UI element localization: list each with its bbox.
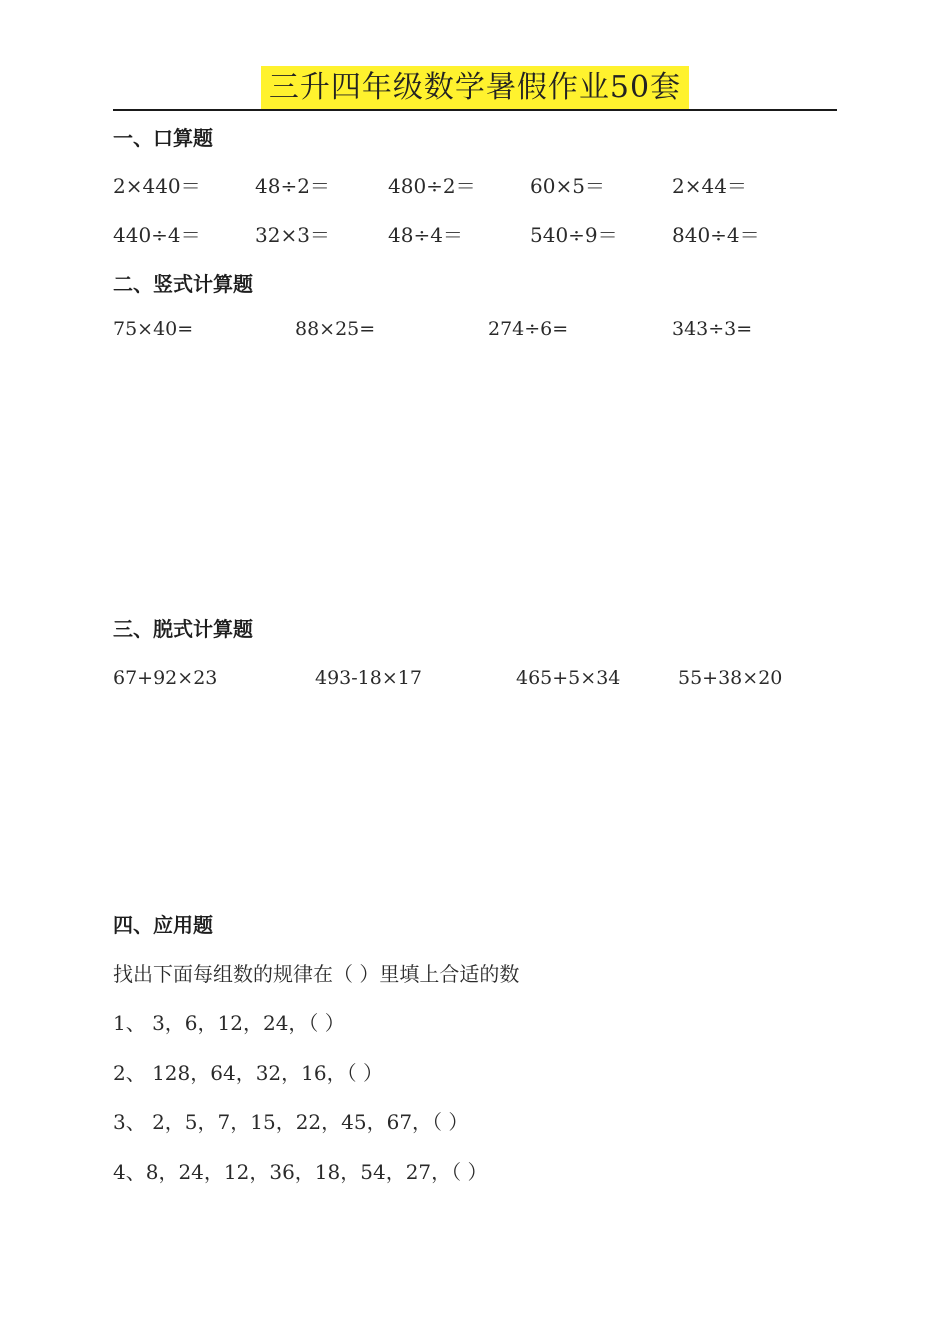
- oral-problem: 2×440＝: [113, 174, 201, 198]
- section-stepwise-heading: 三、脱式计算题: [113, 617, 253, 641]
- stepwise-problem: 55+38×20: [678, 667, 783, 689]
- section-applied-heading: 四、应用题: [113, 913, 213, 937]
- title-underline: [113, 109, 837, 111]
- oral-problem: 32×3＝: [255, 223, 330, 247]
- oral-problem: 480÷2＝: [388, 174, 476, 198]
- vertical-problem: 274÷6=: [488, 318, 569, 340]
- stepwise-problem: 67+92×23: [113, 667, 218, 689]
- sequence-problem: 2、 128，64，32，16，（ ）: [113, 1061, 383, 1085]
- page-title: 三升四年级数学暑假作业50套: [261, 66, 689, 110]
- title-banner: [0, 66, 950, 110]
- vertical-problem: 75×40=: [113, 318, 194, 340]
- vertical-problem: 88×25=: [295, 318, 376, 340]
- applied-instructions: 找出下面每组数的规律在（ ）里填上合适的数: [113, 962, 520, 986]
- sequence-problem: 4、8，24，12，36，18，54，27，（ ）: [113, 1160, 488, 1184]
- stepwise-problem: 493-18×17: [315, 667, 422, 689]
- section-vertical-heading: 二、竖式计算题: [113, 272, 253, 296]
- sequence-problem: 3、 2，5，7，15，22，45，67，（ ）: [113, 1110, 469, 1134]
- vertical-problem: 343÷3=: [672, 318, 753, 340]
- sequence-problem: 1、 3，6，12，24，（ ）: [113, 1011, 345, 1035]
- oral-problem: 540÷9＝: [530, 223, 618, 247]
- oral-problem: 60×5＝: [530, 174, 605, 198]
- oral-problem: 440÷4＝: [113, 223, 201, 247]
- oral-problem: 840÷4＝: [672, 223, 760, 247]
- section-oral-heading: 一、口算题: [113, 126, 213, 150]
- oral-problem: 48÷4＝: [388, 223, 463, 247]
- oral-problem: 2×44＝: [672, 174, 747, 198]
- stepwise-problem: 465+5×34: [516, 667, 621, 689]
- oral-problem: 48÷2＝: [255, 174, 330, 198]
